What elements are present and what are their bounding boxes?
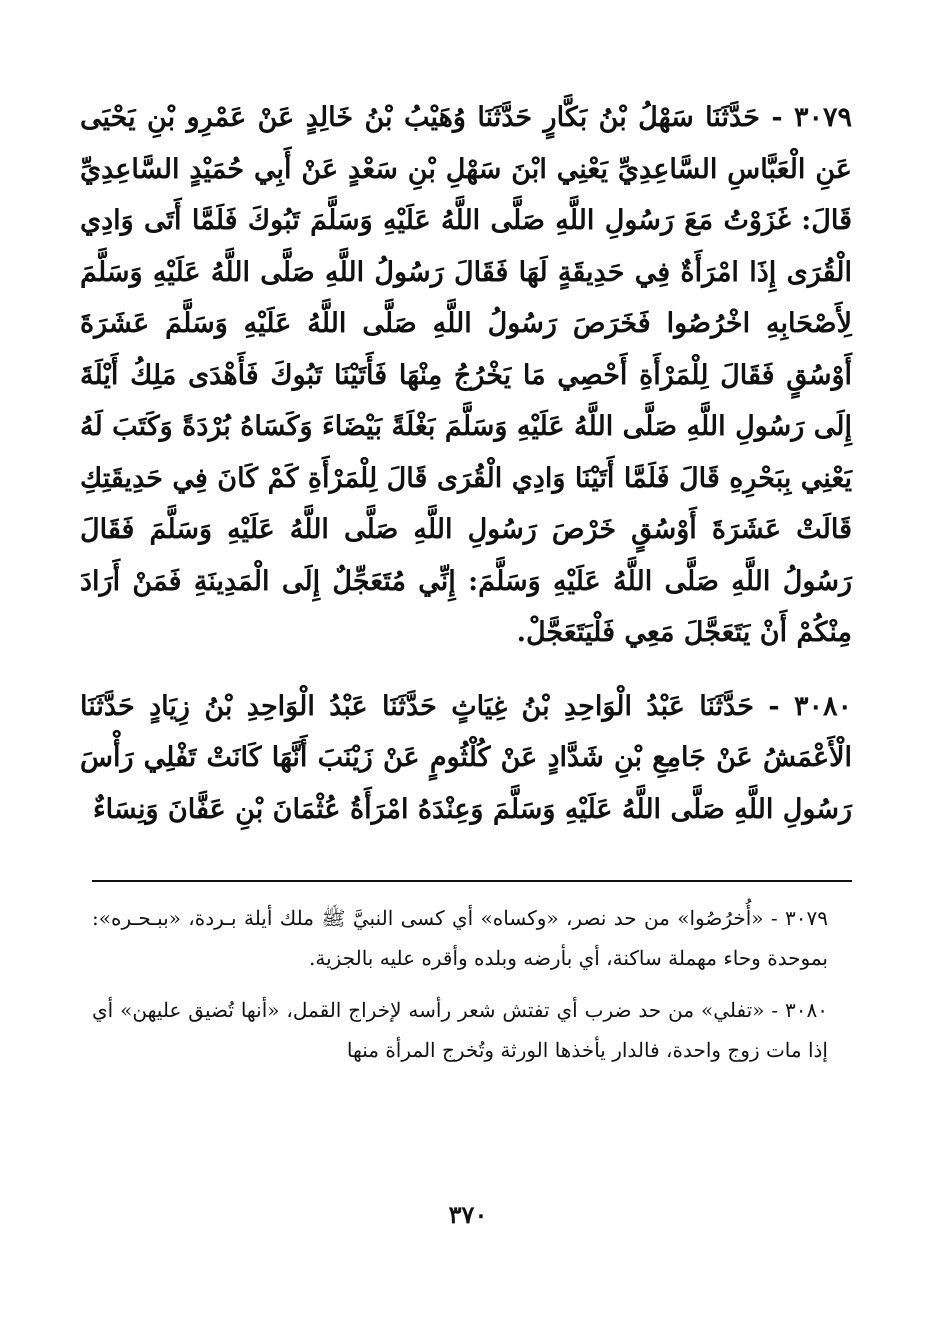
footnote-3080: ٣٠٨٠ - «تفلي» من حد ضرب أي تفتش شعر رأسه لإخراج القمل، «أنها تُضيق عليهن» أي إذا مات زوج واحدة، فالدار يأخذها الورثة وتُخرج المرأة منها: [92, 998, 828, 1062]
hadith-body: حَدَّثَنَا عَبْدُ الْوَاحِدِ بْنُ غِيَاثٍ حَدَّثَنَا عَبْدُ الْوَاحِدِ بْنُ زِيَادٍ حَدَّثَنَا الْأَعْمَشُ عَنْ جَامِعِ بْنِ شَدَّادٍ عَنْ كُلْثُومٍ عَنْ زَيْنَبَ أَنَّهَا كَانَتْ تَفْلِي رَأْسَ رَسُولِ اللَّهِ صَلَّى اللَّهُ عَلَيْهِ وَسَلَّمَ وَعِنْدَهُ امْرَأَةُ عُثْمَانَ بْنِ عَفَّانَ وَنِسَاءٌ: [80, 690, 852, 825]
page-number: ٣٧٠: [448, 1200, 488, 1229]
footnote-divider: [92, 880, 852, 882]
hadith-number: ٣٠٧٩ -: [771, 102, 852, 133]
footnotes: [92, 898, 828, 1070]
hadith-body: حَدَّثَنَا سَهْلُ بْنُ بَكَّارٍ حَدَّثَنَا وُهَيْبُ بْنُ خَالِدٍ عَنْ عَمْرِو بْنِ يَحْيَى عَنِ الْعَبَّاسِ السَّاعِدِيِّ يَعْنِي ابْنَ سَهْلِ بْنِ سَعْدٍ عَنْ أَبِي حُمَيْدٍ السَّاعِدِيِّ قَالَ: غَزَوْتُ مَعَ رَسُولِ اللَّهِ صَلَّى اللَّهُ عَلَيْهِ وَسَلَّمَ تَبُوكَ فَلَمَّا أَتَى وَادِي الْقُرَى إِذَا امْرَأَةٌ فِي حَدِيقَةٍ لَهَا فَقَالَ رَسُولُ اللَّهِ صَلَّى اللَّهُ عَلَيْهِ وَسَلَّمَ لِأَصْحَابِهِ اخْرُصُوا فَخَرَصَ رَسُولُ اللَّهِ صَلَّى اللَّهُ عَلَيْهِ وَسَلَّمَ عَشَرَةَ أَوْسُقٍ فَقَالَ لِلْمَرْأَةِ أَحْصِي مَا يَخْرُجُ مِنْهَا فَأَتَيْنَا تَبُوكَ فَأَهْدَى مَلِكُ أَيْلَةَ إِلَى رَسُولِ اللَّهِ صَلَّى اللَّهُ عَلَيْهِ وَسَلَّمَ بَغْلَةً بَيْضَاءَ وَكَسَاهُ بُرْدَةً وَكَتَبَ لَهُ يَعْنِي بِبَحْرِهِ قَالَ فَلَمَّا أَتَيْنَا وَادِي الْقُرَى قَالَ لِلْمَرْأَةِ كَمْ كَانَ فِي حَدِيقَتِكِ قَالَتْ عَشَرَةَ أَوْسُقٍ خَرْصَ رَسُولِ اللَّهِ صَلَّى اللَّهُ عَلَيْهِ وَسَلَّمَ فَقَالَ رَسُولُ اللَّهِ صَلَّى اللَّهُ عَلَيْهِ وَسَلَّمَ: إِنِّي مُتَعَجِّلٌ إِلَى الْمَدِينَةِ فَمَنْ أَرَادَ مِنْكُمْ أَنْ يَتَعَجَّلَ مَعِي فَلْيَتَعَجَّلْ.: [80, 102, 852, 648]
footnote-3079: ٣٠٧٩ - «أُخرُصُوا» من حد نصر، «وكساه» أي كسى النبيَّ ﷺ ملك أيلة بـردة، «ببـحـره»: بموحدة وحاء مهملة ساكنة، أي بأرضه وبلده وأقره عليه بالجزية.: [92, 906, 828, 970]
hadith-number: ٣٠٨٠ -: [768, 690, 853, 722]
main-text-block: [80, 92, 852, 835]
hadith-3080: [80, 681, 852, 836]
hadith-text-area: [80, 92, 852, 835]
hadith-3079: [80, 92, 852, 659]
